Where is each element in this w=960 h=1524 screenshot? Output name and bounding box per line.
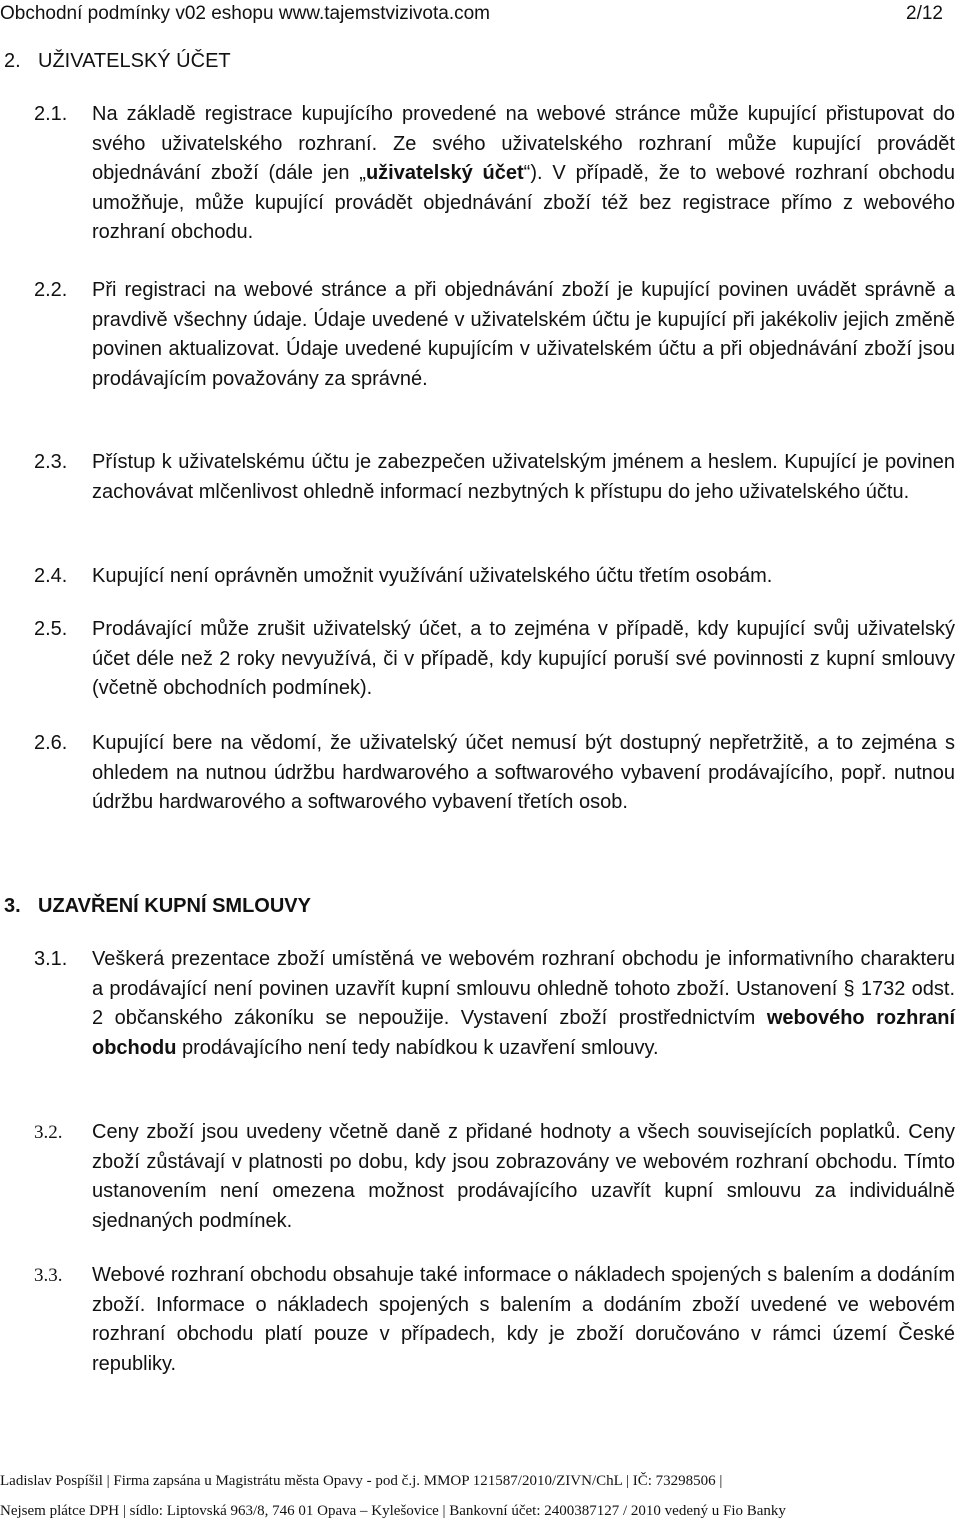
clause-text: Veškerá prezentace zboží umístěná ve webovém rozhraní obchodu je informativního charakteru a prodávající není povinen uzavřít kupní smlouvu ohledně tohoto zboží. Ustanovení § 1732 odst. 2 občanského zákoníku se nepoužije. Vystavení zboží prostřednictvím webového rozhraní obchodu prodávajícího není tedy nabídkou k uzavření smlouvy. — [92, 948, 956, 1059]
page-number: 2/12 — [906, 3, 943, 24]
clause-text: Prodávající může zrušit uživatelský účet, a to zejména v případě, kdy kupující svůj uživatelský účet déle než 2 roky nevyužívá, či v případě, kdy kupující poruší své povinnosti z kupní smlouvy (včetně obchodních podmínek). — [92, 618, 955, 699]
clause-2-2 — [34, 276, 954, 394]
clause-number: 2.1. — [34, 103, 68, 125]
clause-text: Na základě registrace kupujícího provedené na webové stránce může kupující přistupovat do svého uživatelského rozhraní. Ze svého uživatelského rozhraní může kupující provádět objednávání zboží (dále jen „uživatelský účet“). V případě, že to webové rozhraní obchodu umožňuje, může kupující provádět objednávání zboží též bez registrace přímo z webového rozhraní obchodu. — [92, 103, 955, 243]
clause-3-3 — [34, 1261, 954, 1379]
document-title: Obchodní podmínky v02 eshopu www.tajemstvizivota.com — [0, 3, 491, 24]
clause-3-2 — [34, 1118, 954, 1236]
clause-number: 2.2. — [34, 279, 68, 301]
section-number: 2. — [4, 50, 21, 72]
footer-bank-info: Nejsem plátce DPH | sídlo: Liptovská 963/8, 746 01 Opava – Kylešovice | Bankovní účet: 2400387127 / 2010 vedený u Fio Banky — [0, 1503, 786, 1519]
clause-text: Při registraci na webové stránce a při objednávání zboží je kupující povinen uvádět správně a pravdivě všechny údaje. Údaje uvedené v uživatelském účtu je kupující při jakékoliv jejich změně povinen aktualizovat. Údaje uvedené kupujícím v uživatelském účtu a při objednávání zboží jsou prodávajícím považovány za správné. — [92, 279, 955, 390]
clause-3-1 — [34, 945, 954, 1063]
clause-number: 2.5. — [34, 618, 68, 640]
clause-number: 3.3. — [34, 1265, 63, 1286]
section-title: UZAVŘENÍ KUPNÍ SMLOUVY — [38, 895, 311, 917]
clause-text: Přístup k uživatelskému účtu je zabezpečen uživatelským jménem a heslem. Kupující je povinen zachovávat mlčenlivost ohledně informací nezbytných k přístupu do jeho uživatelského účtu. — [92, 451, 955, 503]
clause-number: 2.3. — [34, 451, 68, 473]
clause-2-6 — [34, 729, 954, 818]
clause-text: Kupující bere na vědomí, že uživatelský účet nemusí být dostupný nepřetržitě, a to zejména s ohledem na nutnou údržbu hardwarového a softwarového vybavení prodávajícího, popř. nutnou údržbu hardwarového a softwarového vybavení třetích osob. — [92, 732, 955, 813]
clause-2-5 — [34, 615, 954, 704]
clause-number: 3.1. — [34, 948, 68, 970]
clause-text: Ceny zboží jsou uvedeny včetně daně z přidané hodnoty a všech souvisejících poplatků. Ceny zboží zůstávají v platnosti po dobu, kdy jsou zobrazovány ve webovém rozhraní obchodu. Tímto ustanovením není omezena možnost prodávajícího uzavřít kupní smlouvu za individuálně sjednaných podmínek. — [92, 1121, 955, 1232]
clause-number: 3.2. — [34, 1122, 63, 1143]
section-2-heading — [4, 46, 904, 76]
clause-number: 2.4. — [34, 565, 68, 587]
footer-company-info: Ladislav Pospíšil | Firma zapsána u Magistrátu města Opavy - pod č.j. MMOP 121587/2010/ZIVN/ChL | IČ: 73298506 | — [0, 1473, 723, 1489]
emphasized-term: webového rozhraní obchodu — [92, 1007, 956, 1059]
clause-2-3 — [34, 448, 954, 507]
section-number: 3. — [4, 895, 21, 917]
clause-number: 2.6. — [34, 732, 68, 754]
clause-2-4 — [34, 562, 954, 592]
page-header — [0, 0, 960, 28]
clause-text: Webové rozhraní obchodu obsahuje také informace o nákladech spojených s balením a dodáním zboží. Informace o nákladech spojených s balením a dodáním zboží uvedené ve webovém rozhraní obchodu platí pouze v případech, kdy je zboží doručováno v rámci území České republiky. — [92, 1264, 955, 1375]
clause-text: Kupující není oprávněn umožnit využívání uživatelského účtu třetím osobám. — [92, 565, 773, 587]
section-title: UŽIVATELSKÝ ÚČET — [38, 50, 231, 72]
defined-term: uživatelský účet — [365, 162, 524, 184]
section-3-heading — [4, 891, 904, 921]
clause-2-1 — [34, 100, 954, 248]
